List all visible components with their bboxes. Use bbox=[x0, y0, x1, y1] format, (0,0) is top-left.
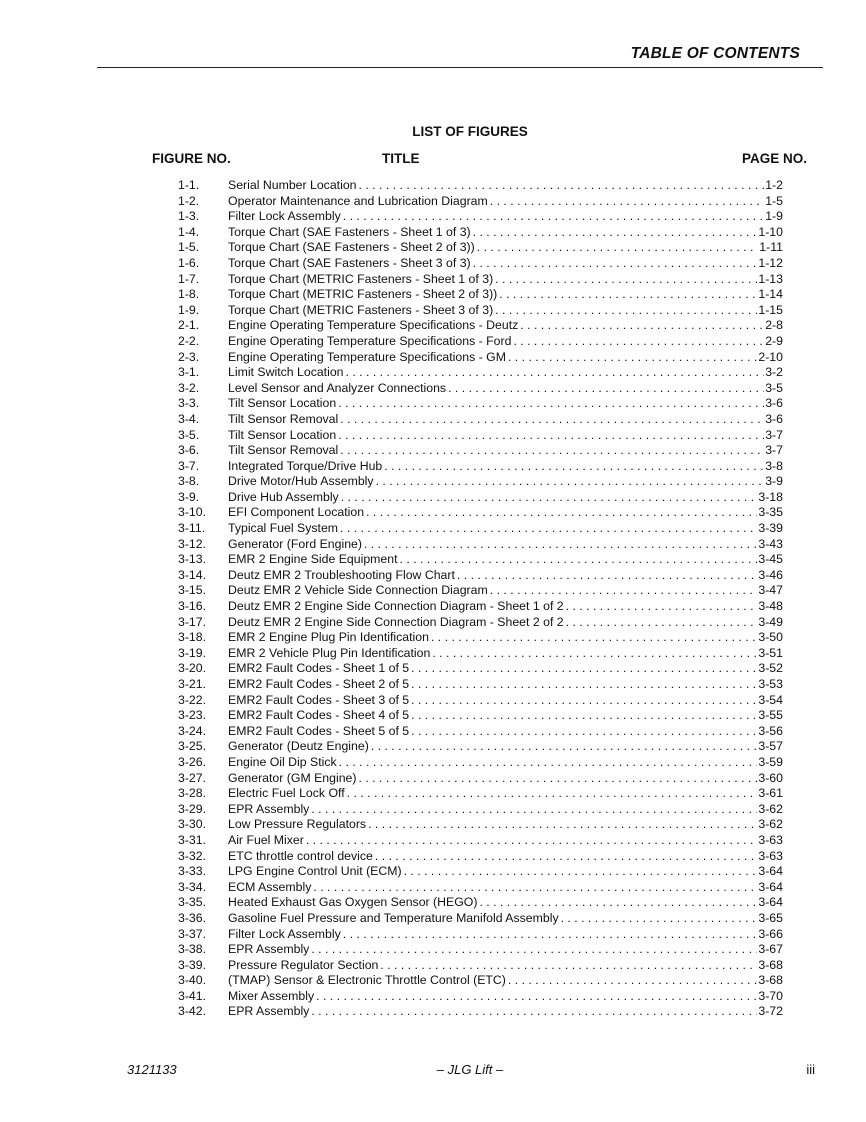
figure-title: Drive Motor/Hub Assembly bbox=[228, 474, 374, 489]
dot-leader bbox=[311, 1004, 757, 1020]
figure-number: 3-5. bbox=[178, 427, 200, 442]
dot-leader bbox=[508, 973, 757, 989]
figure-page-number: 1-13 bbox=[758, 271, 783, 286]
figure-title: Generator (Deutz Engine) bbox=[228, 739, 369, 754]
figure-title: EMR2 Fault Codes - Sheet 2 of 5 bbox=[228, 677, 410, 691]
figure-title: Torque Chart (METRIC Fasteners - Sheet 3 of 3) bbox=[228, 302, 494, 317]
figure-number: 1-4. bbox=[178, 224, 200, 239]
figure-entry[interactable] bbox=[178, 459, 783, 475]
figure-title: Engine Oil Dip Stick bbox=[228, 754, 337, 769]
figure-page-number: 3-2 bbox=[765, 365, 783, 380]
figure-number: 3-18. bbox=[178, 630, 207, 645]
figure-page-number: 3-5 bbox=[765, 380, 783, 395]
figure-entry[interactable] bbox=[178, 209, 783, 225]
figure-page-number: 3-68 bbox=[758, 957, 783, 972]
figure-title: Tilt Sensor Removal bbox=[228, 411, 339, 426]
figure-entry[interactable] bbox=[178, 552, 783, 568]
figure-number: 3-23. bbox=[178, 708, 207, 723]
dot-leader bbox=[411, 661, 757, 677]
figure-number: 3-11. bbox=[178, 521, 206, 536]
figure-entry[interactable] bbox=[178, 817, 783, 833]
figure-title: Tilt Sensor Location bbox=[228, 427, 337, 442]
figure-page-number: 3-6 bbox=[765, 396, 783, 411]
figure-title: Gasoline Fuel Pressure and Temperature Manifold Assembly bbox=[228, 910, 559, 925]
figure-title: EMR 2 Engine Plug Pin Identification bbox=[228, 630, 429, 645]
figure-number: 3-8. bbox=[178, 474, 200, 489]
figure-entry[interactable] bbox=[178, 599, 783, 615]
dot-leader bbox=[479, 895, 757, 911]
footer-publisher: – JLG Lift – bbox=[436, 1062, 504, 1077]
figure-number: 1-6. bbox=[178, 255, 200, 270]
figure-title: Filter Lock Assembly bbox=[228, 926, 341, 941]
figure-page-number: 3-54 bbox=[758, 692, 783, 707]
figure-title: Torque Chart (SAE Fasteners - Sheet 1 of 3) bbox=[228, 224, 471, 239]
dot-leader bbox=[404, 864, 758, 880]
dot-leader bbox=[371, 739, 758, 755]
figure-entry[interactable] bbox=[178, 303, 783, 319]
dot-leader bbox=[400, 552, 758, 568]
figure-number: 3-7. bbox=[178, 458, 200, 473]
figure-number: 3-31. bbox=[178, 832, 207, 847]
figure-page-number: 1-2 bbox=[765, 178, 783, 192]
figure-number: 3-34. bbox=[178, 879, 207, 894]
column-header-page-no: PAGE NO. bbox=[741, 151, 807, 166]
dot-leader bbox=[359, 771, 758, 787]
dot-leader bbox=[448, 381, 764, 397]
figure-entry[interactable] bbox=[178, 350, 783, 366]
figure-number: 3-41. bbox=[178, 988, 207, 1003]
dot-leader bbox=[411, 677, 757, 693]
figure-page-number: 3-64 bbox=[758, 879, 783, 894]
figure-title: Air Fuel Mixer bbox=[228, 832, 304, 847]
dot-leader bbox=[347, 786, 758, 802]
figure-number: 3-4. bbox=[178, 411, 200, 426]
figure-title: ECM Assembly bbox=[228, 879, 312, 894]
figure-entry[interactable] bbox=[178, 693, 783, 709]
figure-entry[interactable] bbox=[178, 708, 783, 724]
figure-title: EMR2 Fault Codes - Sheet 4 of 5 bbox=[228, 708, 410, 723]
figure-number: 3-13. bbox=[178, 552, 207, 567]
figure-number: 3-27. bbox=[178, 770, 207, 785]
figure-page-number: 3-51 bbox=[758, 645, 783, 660]
figure-page-number: 2-10 bbox=[758, 349, 783, 364]
figure-number: 3-25. bbox=[178, 739, 207, 754]
figure-entry[interactable] bbox=[178, 583, 783, 599]
figure-page-number: 2-9 bbox=[765, 333, 783, 348]
figure-page-number: 3-8 bbox=[765, 458, 783, 473]
figure-title: Pressure Regulator Section bbox=[228, 957, 379, 972]
header-divider bbox=[97, 67, 823, 68]
figure-number: 3-30. bbox=[178, 817, 207, 832]
figure-title: Generator (GM Engine) bbox=[228, 770, 357, 785]
figure-page-number: 3-55 bbox=[758, 708, 783, 723]
dot-leader bbox=[366, 505, 757, 521]
figure-page-number: 3-65 bbox=[758, 910, 783, 925]
column-header-figure-no: FIGURE NO. bbox=[152, 151, 231, 166]
figure-entry[interactable] bbox=[178, 864, 783, 880]
figure-number: 1-2. bbox=[178, 193, 200, 208]
figure-title: EPR Assembly bbox=[228, 942, 310, 957]
figure-page-number: 3-60 bbox=[758, 770, 783, 785]
figure-title: Deutz EMR 2 Engine Side Connection Diagram - Sheet 2 of 2 bbox=[228, 614, 564, 629]
figure-entry[interactable] bbox=[178, 958, 783, 974]
figure-number: 3-1. bbox=[178, 365, 200, 380]
figure-title: Operator Maintenance and Lubrication Diagram bbox=[228, 193, 488, 208]
figure-number: 3-6. bbox=[178, 443, 200, 458]
figure-page-number: 3-56 bbox=[758, 723, 783, 738]
dot-leader bbox=[340, 412, 764, 428]
figure-page-number: 3-68 bbox=[758, 973, 783, 988]
figure-number: 3-38. bbox=[178, 942, 207, 957]
dot-leader bbox=[432, 646, 757, 662]
figure-number: 1-7. bbox=[178, 271, 200, 286]
figure-number: 3-22. bbox=[178, 692, 207, 707]
figure-page-number: 3-53 bbox=[758, 677, 783, 691]
figure-number: 3-33. bbox=[178, 864, 207, 879]
figure-page-number: 3-66 bbox=[758, 926, 783, 941]
figure-number: 1-3. bbox=[178, 209, 200, 224]
figure-number: 3-15. bbox=[178, 583, 207, 598]
figure-page-number: 3-59 bbox=[758, 754, 783, 769]
figure-page-number: 3-72 bbox=[758, 1004, 783, 1019]
dot-leader bbox=[477, 240, 759, 256]
section-header-title: TABLE OF CONTENTS bbox=[630, 45, 800, 62]
figure-page-number: 2-8 bbox=[765, 318, 783, 333]
figure-number: 3-20. bbox=[178, 661, 207, 676]
figure-list bbox=[178, 178, 783, 1020]
dot-leader bbox=[313, 880, 757, 896]
figure-page-number: 3-50 bbox=[758, 630, 783, 645]
dot-leader bbox=[499, 287, 757, 303]
figure-title: (TMAP) Sensor & Electronic Throttle Control (ETC) bbox=[228, 973, 506, 988]
figure-entry[interactable] bbox=[178, 942, 783, 958]
dot-leader bbox=[561, 911, 758, 927]
figure-title: Engine Operating Temperature Specifications - Deutz bbox=[228, 318, 519, 333]
dot-leader bbox=[346, 365, 765, 381]
figure-page-number: 1-11 bbox=[759, 240, 783, 255]
figure-entry[interactable] bbox=[178, 287, 783, 303]
dot-leader bbox=[411, 708, 757, 724]
figure-entry[interactable] bbox=[178, 739, 783, 755]
figure-title: Torque Chart (SAE Fasteners - Sheet 2 of 3)) bbox=[228, 240, 475, 255]
figure-number: 2-2. bbox=[178, 333, 200, 348]
figure-page-number: 3-62 bbox=[758, 817, 783, 832]
dot-leader bbox=[343, 209, 764, 225]
dot-leader bbox=[338, 396, 764, 412]
figure-number: 3-36. bbox=[178, 910, 207, 925]
figure-page-number: 1-9 bbox=[765, 209, 783, 224]
figure-page-number: 3-7 bbox=[765, 443, 783, 458]
dot-leader bbox=[520, 318, 764, 334]
figure-page-number: 3-63 bbox=[758, 848, 783, 863]
figure-page-number: 3-45 bbox=[758, 552, 783, 567]
figure-page-number: 3-63 bbox=[758, 832, 783, 847]
figure-number: 3-24. bbox=[178, 723, 207, 738]
figure-page-number: 3-64 bbox=[758, 864, 783, 879]
figure-title: Heated Exhaust Gas Oxygen Sensor (HEGO) bbox=[228, 895, 478, 910]
dot-leader bbox=[340, 443, 764, 459]
figure-title: Tilt Sensor Removal bbox=[228, 443, 339, 458]
figure-page-number: 3-64 bbox=[758, 895, 783, 910]
figure-title: Deutz EMR 2 Engine Side Connection Diagram - Sheet 1 of 2 bbox=[228, 599, 564, 614]
figure-number: 3-16. bbox=[178, 599, 207, 614]
figure-entry[interactable] bbox=[178, 724, 783, 740]
figure-entry[interactable] bbox=[178, 194, 783, 210]
dot-leader bbox=[311, 942, 757, 958]
figure-entry[interactable] bbox=[178, 505, 783, 521]
figure-number: 3-3. bbox=[178, 396, 200, 411]
column-header-title: TITLE bbox=[382, 151, 420, 166]
figure-page-number: 3-57 bbox=[758, 739, 783, 754]
figure-page-number: 3-18 bbox=[758, 489, 783, 504]
figure-number: 1-8. bbox=[178, 287, 200, 302]
figure-title: Serial Number Location bbox=[228, 178, 357, 192]
dot-leader bbox=[384, 459, 764, 475]
figure-page-number: 1-15 bbox=[758, 302, 783, 317]
figure-entry[interactable] bbox=[178, 771, 783, 787]
figure-entry[interactable] bbox=[178, 927, 783, 943]
figure-number: 3-26. bbox=[178, 754, 207, 769]
figure-entry[interactable] bbox=[178, 568, 783, 584]
dot-leader bbox=[340, 521, 757, 537]
figure-page-number: 3-70 bbox=[758, 988, 783, 1003]
dot-leader bbox=[316, 989, 757, 1005]
figure-entry[interactable] bbox=[178, 755, 783, 771]
figure-entry[interactable] bbox=[178, 490, 783, 506]
figure-page-number: 3-48 bbox=[758, 599, 783, 614]
figure-number: 3-29. bbox=[178, 801, 207, 816]
figure-entry[interactable] bbox=[178, 318, 783, 334]
figure-title: ETC throttle control device bbox=[228, 848, 373, 863]
figure-entry[interactable] bbox=[178, 1004, 783, 1020]
dot-leader bbox=[490, 583, 758, 599]
figure-entry[interactable] bbox=[178, 911, 783, 927]
figure-page-number: 3-49 bbox=[758, 614, 783, 629]
figure-page-number: 3-35 bbox=[758, 505, 783, 520]
figure-entry[interactable] bbox=[178, 240, 783, 256]
figure-page-number: 3-61 bbox=[758, 786, 783, 801]
dot-leader bbox=[341, 490, 758, 506]
figure-title: EMR2 Fault Codes - Sheet 3 of 5 bbox=[228, 692, 410, 707]
dot-leader bbox=[411, 693, 757, 709]
dot-leader bbox=[376, 474, 765, 490]
dot-leader bbox=[339, 755, 758, 771]
dot-leader bbox=[368, 817, 757, 833]
figure-title: Torque Chart (SAE Fasteners - Sheet 3 of 3) bbox=[228, 255, 471, 270]
figure-entry[interactable] bbox=[178, 272, 783, 288]
figure-title: Torque Chart (METRIC Fasteners - Sheet 1 of 3) bbox=[228, 271, 494, 286]
figure-entry[interactable] bbox=[178, 443, 783, 459]
figure-entry[interactable] bbox=[178, 521, 783, 537]
figure-entry[interactable] bbox=[178, 256, 783, 272]
figure-title: Tilt Sensor Location bbox=[228, 396, 337, 411]
dot-leader bbox=[495, 303, 757, 319]
dot-leader bbox=[375, 849, 757, 865]
dot-leader bbox=[473, 225, 758, 241]
figure-page-number: 3-46 bbox=[758, 567, 783, 582]
figure-entry[interactable] bbox=[178, 381, 783, 397]
dot-leader bbox=[311, 802, 757, 818]
figure-entry[interactable] bbox=[178, 661, 783, 677]
figure-entry[interactable] bbox=[178, 849, 783, 865]
dot-leader bbox=[380, 958, 757, 974]
dot-leader bbox=[306, 833, 758, 849]
dot-leader bbox=[495, 272, 757, 288]
figure-number: 2-1. bbox=[178, 318, 200, 333]
figure-title: Limit Switch Location bbox=[228, 365, 344, 380]
figure-entry[interactable] bbox=[178, 537, 783, 553]
footer-doc-number: 3121133 bbox=[127, 1062, 177, 1077]
figure-page-number: 3-67 bbox=[758, 942, 783, 957]
figure-number: 2-3. bbox=[178, 349, 200, 364]
figure-title: Electric Fuel Lock Off bbox=[228, 786, 345, 801]
figure-title: LPG Engine Control Unit (ECM) bbox=[228, 864, 402, 879]
figure-entry[interactable] bbox=[178, 677, 783, 693]
figure-number: 3-37. bbox=[178, 926, 207, 941]
figure-page-number: 1-10 bbox=[758, 224, 783, 239]
figure-entry[interactable] bbox=[178, 895, 783, 911]
figure-page-number: 3-43 bbox=[758, 536, 783, 551]
figure-title: Generator (Ford Engine) bbox=[228, 536, 362, 551]
figure-title: Filter Lock Assembly bbox=[228, 209, 341, 224]
figure-number: 3-10. bbox=[178, 505, 207, 520]
dot-leader bbox=[566, 599, 758, 615]
figure-number: 3-32. bbox=[178, 848, 207, 863]
figure-title: EMR2 Fault Codes - Sheet 1 of 5 bbox=[228, 661, 410, 676]
figure-title: Integrated Torque/Drive Hub bbox=[228, 458, 383, 473]
figure-page-number: 1-5 bbox=[765, 193, 783, 208]
figure-page-number: 3-39 bbox=[758, 521, 783, 536]
figure-title: Level Sensor and Analyzer Connections bbox=[228, 380, 447, 395]
dot-leader bbox=[343, 927, 758, 943]
dot-leader bbox=[513, 334, 764, 350]
figure-entry[interactable] bbox=[178, 989, 783, 1005]
list-of-figures-title: LIST OF FIGURES bbox=[412, 124, 528, 139]
dot-leader bbox=[473, 256, 758, 272]
figure-title: EMR 2 Vehicle Plug Pin Identification bbox=[228, 645, 431, 660]
figure-title: Engine Operating Temperature Specifications - Ford bbox=[228, 333, 512, 348]
figure-page-number: 3-7 bbox=[765, 427, 783, 442]
figure-entry[interactable] bbox=[178, 833, 783, 849]
figure-number: 1-5. bbox=[178, 240, 200, 255]
figure-number: 3-21. bbox=[178, 677, 207, 691]
figure-title: Deutz EMR 2 Troubleshooting Flow Chart bbox=[228, 567, 455, 582]
figure-entry[interactable] bbox=[178, 412, 783, 428]
figure-number: 3-9. bbox=[178, 489, 200, 504]
figure-entry[interactable] bbox=[178, 396, 783, 412]
dot-leader bbox=[411, 724, 757, 740]
figure-title: Torque Chart (METRIC Fasteners - Sheet 2 of 3)) bbox=[228, 287, 498, 302]
figure-entry[interactable] bbox=[178, 474, 783, 490]
figure-page-number: 3-6 bbox=[765, 411, 783, 426]
figure-page-number: 1-12 bbox=[758, 255, 783, 270]
figure-entry[interactable] bbox=[178, 365, 783, 381]
figure-title: EMR2 Fault Codes - Sheet 5 of 5 bbox=[228, 723, 410, 738]
figure-title: EPR Assembly bbox=[228, 1004, 310, 1019]
figure-number: 3-17. bbox=[178, 614, 207, 629]
figure-entry[interactable] bbox=[178, 646, 783, 662]
figure-number: 3-28. bbox=[178, 786, 207, 801]
figure-number: 1-9. bbox=[178, 302, 200, 317]
figure-number: 3-14. bbox=[178, 567, 207, 582]
figure-number: 3-2. bbox=[178, 380, 200, 395]
figure-entry[interactable] bbox=[178, 225, 783, 241]
figure-number: 3-40. bbox=[178, 973, 207, 988]
dot-leader bbox=[364, 537, 757, 553]
dot-leader bbox=[359, 178, 765, 194]
figure-entry[interactable] bbox=[178, 802, 783, 818]
figure-title: Drive Hub Assembly bbox=[228, 489, 339, 504]
figure-page-number: 3-52 bbox=[758, 661, 783, 676]
figure-title: EMR 2 Engine Side Equipment bbox=[228, 552, 398, 567]
dot-leader bbox=[508, 350, 757, 366]
figure-title: Deutz EMR 2 Vehicle Side Connection Diagram bbox=[228, 583, 488, 598]
figure-title: Low Pressure Regulators bbox=[228, 817, 367, 832]
figure-entry[interactable] bbox=[178, 615, 783, 631]
figure-entry[interactable] bbox=[178, 630, 783, 646]
figure-number: 3-19. bbox=[178, 645, 207, 660]
figure-page-number: 1-14 bbox=[758, 287, 783, 302]
figure-number: 1-1. bbox=[178, 178, 200, 192]
figure-entry[interactable] bbox=[178, 178, 783, 194]
dot-leader bbox=[457, 568, 757, 584]
figure-title: Engine Operating Temperature Specifications - GM bbox=[228, 349, 506, 364]
figure-title: Mixer Assembly bbox=[228, 988, 315, 1003]
figure-page-number: 3-47 bbox=[758, 583, 783, 598]
figure-page-number: 3-62 bbox=[758, 801, 783, 816]
figure-title: Typical Fuel System bbox=[228, 521, 339, 536]
figure-page-number: 3-9 bbox=[765, 474, 783, 489]
dot-leader bbox=[431, 630, 757, 646]
figure-title: EFI Component Location bbox=[228, 505, 365, 520]
figure-entry[interactable] bbox=[178, 334, 783, 350]
figure-number: 3-42. bbox=[178, 1004, 207, 1019]
figure-number: 3-12. bbox=[178, 536, 207, 551]
figure-title: EPR Assembly bbox=[228, 801, 310, 816]
figure-number: 3-35. bbox=[178, 895, 207, 910]
figure-entry[interactable] bbox=[178, 786, 783, 802]
figure-entry[interactable] bbox=[178, 428, 783, 444]
figure-entry[interactable] bbox=[178, 973, 783, 989]
dot-leader bbox=[338, 428, 764, 444]
figure-entry[interactable] bbox=[178, 880, 783, 896]
dot-leader bbox=[490, 194, 764, 210]
footer-page-number: iii bbox=[806, 1062, 815, 1077]
figure-number: 3-39. bbox=[178, 957, 207, 972]
dot-leader bbox=[566, 615, 758, 631]
